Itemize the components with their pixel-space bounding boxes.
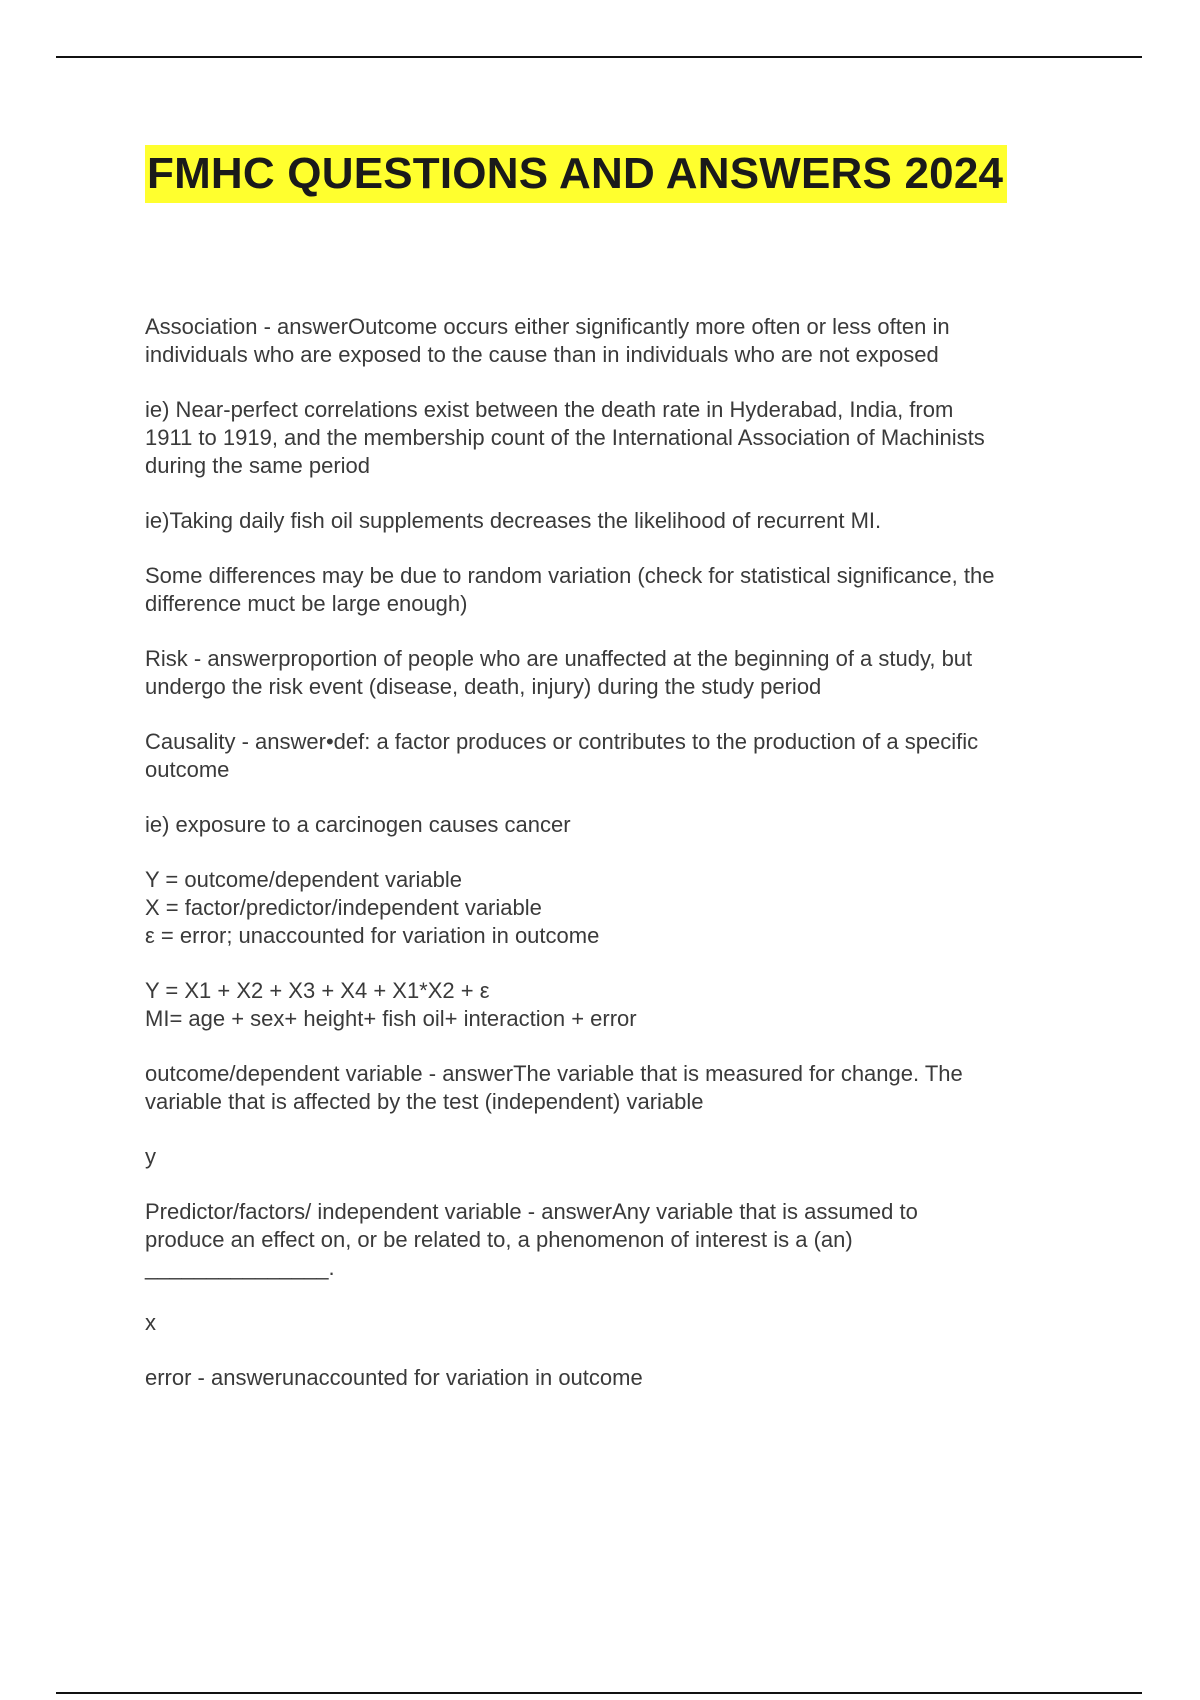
text-line: outcome/dependent variable - answerThe variable that is measured for change. The	[145, 1061, 963, 1086]
text-line: X = factor/predictor/independent variable	[145, 895, 542, 920]
text-line: variable that is affected by the test (independent) variable	[145, 1089, 704, 1114]
text-line: error - answerunaccounted for variation in outcome	[145, 1365, 643, 1390]
title-block	[145, 145, 1007, 203]
document-title: FMHC QUESTIONS AND ANSWERS 2024	[145, 145, 1007, 203]
paragraph-causality	[145, 728, 1105, 784]
paragraph-example-fish-oil	[145, 507, 1105, 535]
text-line: y	[145, 1144, 156, 1169]
paragraph-example-correlation	[145, 396, 1105, 480]
text-line: outcome	[145, 757, 230, 782]
paragraph-association	[145, 313, 1105, 369]
text-line: 1911 to 1919, and the membership count of the International Association of Machinists	[145, 425, 985, 450]
paragraph-predictor-variable	[145, 1198, 1105, 1282]
document-body	[145, 313, 1105, 1419]
paragraph-risk	[145, 645, 1105, 701]
text-line: produce an effect on, or be related to, a phenomenon of interest is a (an)	[145, 1227, 853, 1252]
text-line: _______________.	[145, 1255, 335, 1280]
text-line: ε = error; unaccounted for variation in outcome	[145, 923, 600, 948]
paragraph-example-carcinogen	[145, 811, 1105, 839]
paragraph-error	[145, 1364, 1105, 1392]
text-line: ie) Near-perfect correlations exist between the death rate in Hyderabad, India, from	[145, 397, 954, 422]
paragraph-y	[145, 1143, 1105, 1171]
text-line: ie) exposure to a carcinogen causes cancer	[145, 812, 571, 837]
text-line: ie)Taking daily fish oil supplements decreases the likelihood of recurrent MI.	[145, 508, 882, 533]
paragraph-equations	[145, 977, 1105, 1033]
text-line: difference muct be large enough)	[145, 591, 468, 616]
text-line: Some differences may be due to random variation (check for statistical significance, the	[145, 563, 995, 588]
paragraph-x	[145, 1309, 1105, 1337]
paragraph-random-variation	[145, 562, 1105, 618]
text-line: x	[145, 1310, 156, 1335]
text-line: Association - answerOutcome occurs either significantly more often or less often in	[145, 314, 950, 339]
text-line: Risk - answerproportion of people who are unaffected at the beginning of a study, but	[145, 646, 973, 671]
text-line: Predictor/factors/ independent variable - answerAny variable that is assumed to	[145, 1199, 918, 1224]
text-line: Causality - answer•def: a factor produces or contributes to the production of a specific	[145, 729, 979, 754]
text-line: MI= age + sex+ height+ fish oil+ interaction + error	[145, 1006, 637, 1031]
text-line: Y = outcome/dependent variable	[145, 867, 462, 892]
paragraph-outcome-variable	[145, 1060, 1105, 1116]
paragraph-variable-definitions	[145, 866, 1105, 950]
top-rule	[56, 56, 1142, 58]
text-line: during the same period	[145, 453, 371, 478]
bottom-rule	[56, 1692, 1142, 1694]
text-line: Y = X1 + X2 + X3 + X4 + X1*X2 + ε	[145, 978, 490, 1003]
text-line: individuals who are exposed to the cause than in individuals who are not exposed	[145, 342, 939, 367]
text-line: undergo the risk event (disease, death, injury) during the study period	[145, 674, 822, 699]
